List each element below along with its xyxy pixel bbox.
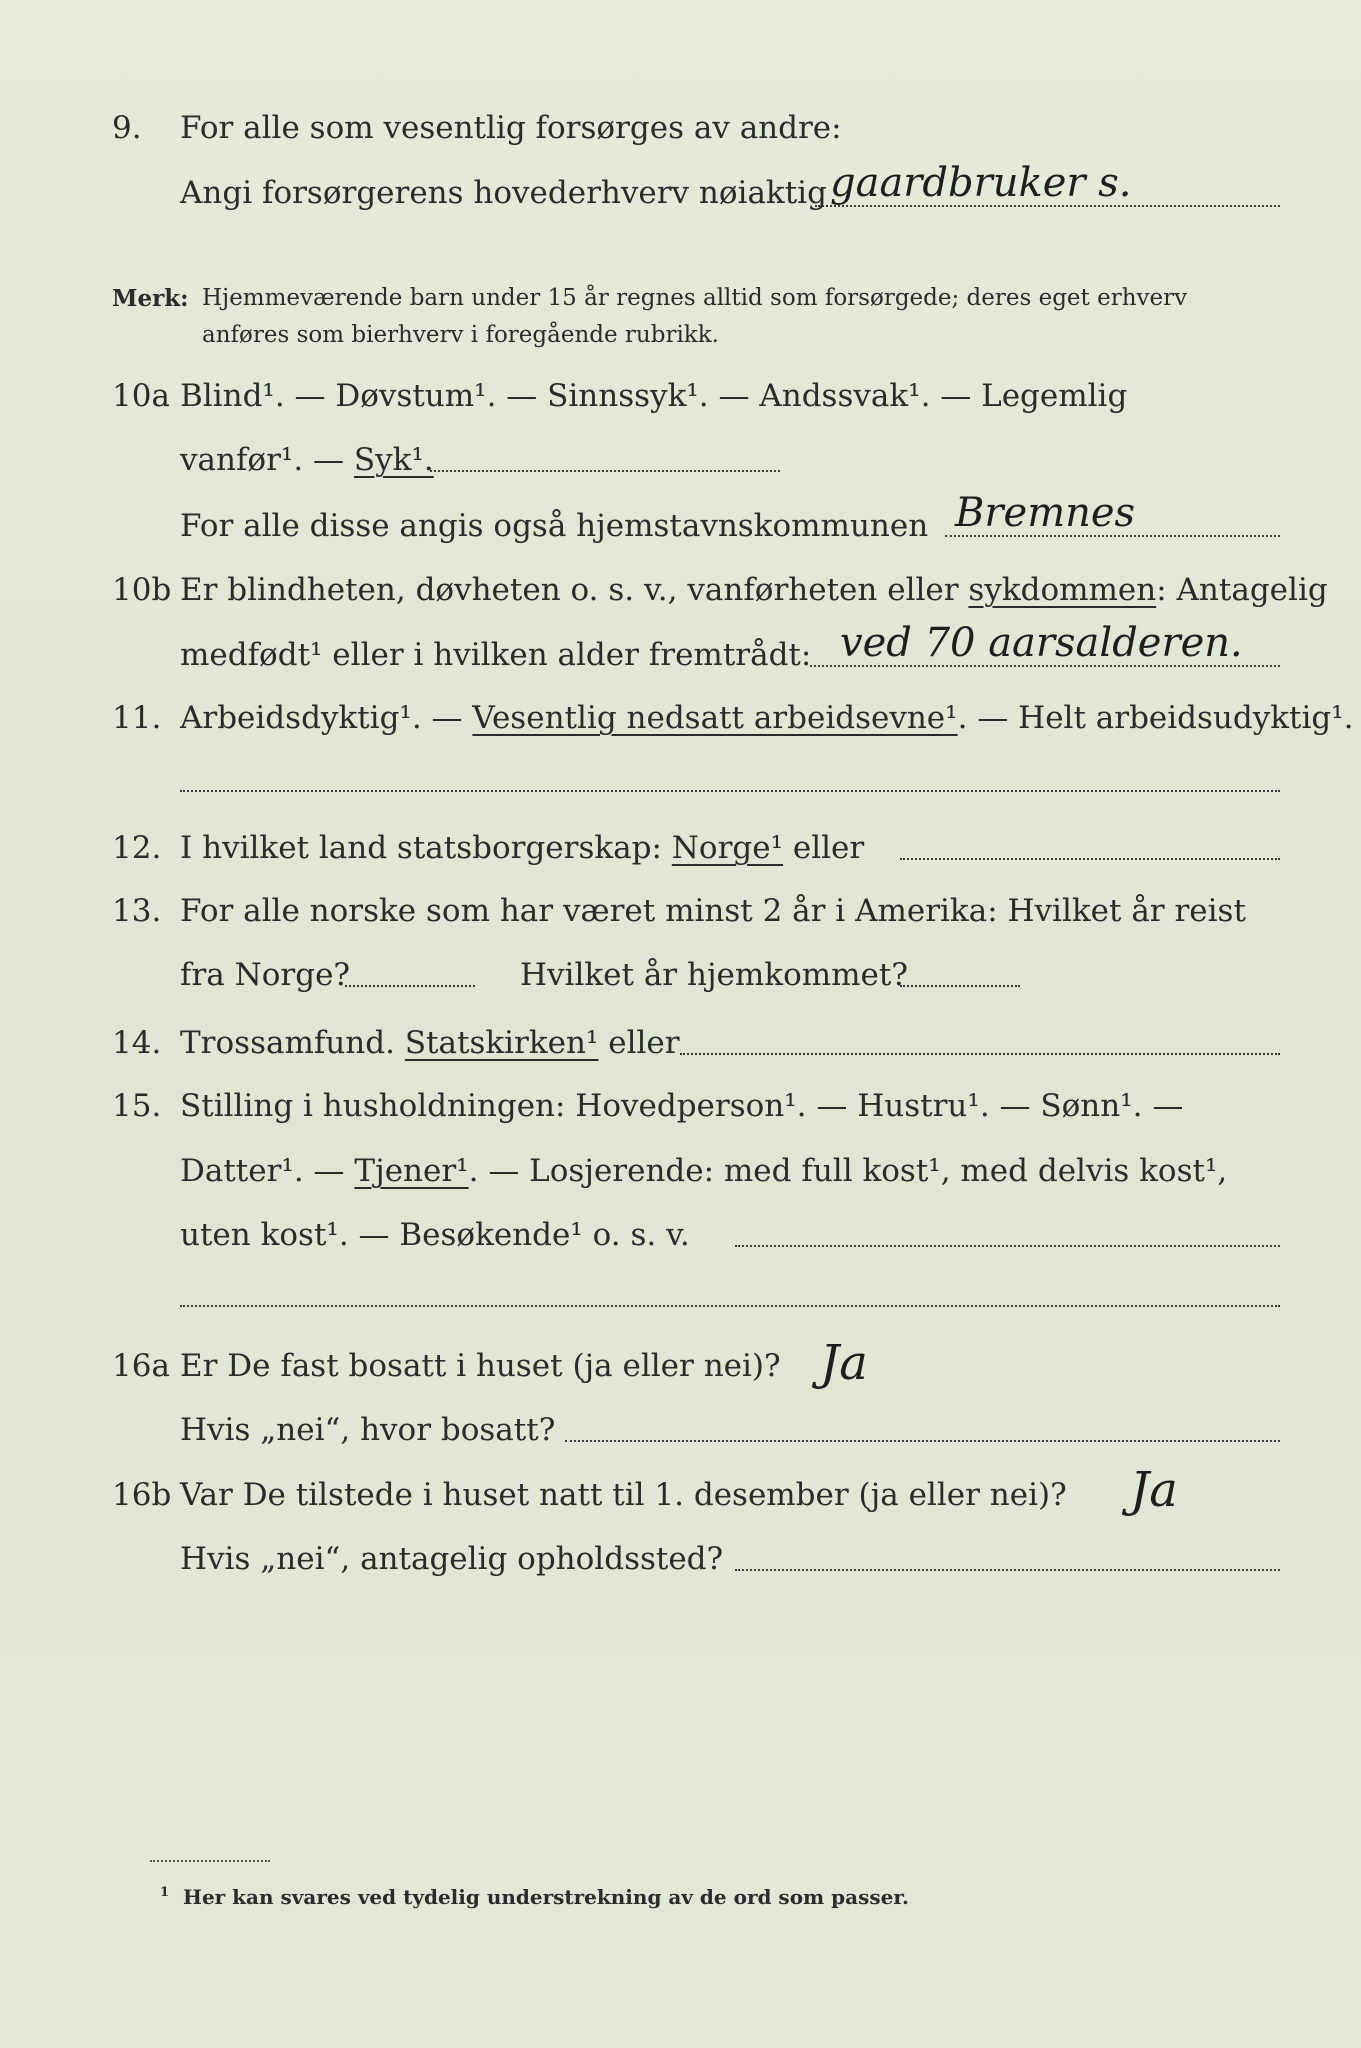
q10a-line1: Blind¹. — Døvstum¹. — Sinnssyk¹. — Andssvak¹. — Legemlig (180, 378, 1128, 414)
q10a-number: 10a (112, 378, 170, 414)
q15-line3: uten kost¹. — Besøkende¹ o. s. v. (180, 1217, 690, 1253)
q13-reist-line (345, 985, 475, 987)
q11-c: . — Helt arbeidsudyktig¹. (957, 700, 1354, 736)
q10a-syk-line (430, 470, 780, 472)
q10a-line2 (180, 442, 434, 478)
q16b-handwritten-answer: Ja (1130, 1462, 1178, 1518)
q15-answer-line (735, 1245, 1280, 1247)
q16b-line1: Var De tilstede i huset natt til 1. desember (ja eller nei)? (180, 1477, 1067, 1513)
q10a-syk-underlined: Syk¹. (353, 442, 434, 478)
q16a-number: 16a (112, 1348, 170, 1384)
q15-line2-a: Datter¹. — (180, 1153, 355, 1189)
q11-underlined: Vesentlig nedsatt arbeidsevne¹ (472, 700, 958, 736)
footnote-mark: 1 (160, 1885, 170, 1901)
q11-blank-line (180, 790, 1280, 792)
q14-a: Trossamfund. (180, 1025, 405, 1061)
q12-c: eller (783, 830, 865, 866)
q16a-handwritten-answer: Ja (820, 1335, 868, 1391)
q12-norge-underlined: Norge¹ (671, 830, 784, 866)
q15-line2 (180, 1153, 1227, 1189)
q13-line1: For alle norske som har været minst 2 år i Amerika: Hvilket år reist (180, 893, 1246, 929)
q16a-line2: Hvis „nei“, hvor bosatt? (180, 1412, 556, 1448)
q15-blank-line (180, 1305, 1280, 1307)
q9-number: 9. (112, 110, 142, 146)
q10b-line1-a: Er blindheten, døvheten o. s. v., vanførheten eller (180, 572, 969, 608)
q16a-answer-line (565, 1440, 1280, 1442)
q14-statskirken-underlined: Statskirken¹ (404, 1025, 599, 1061)
merk-line2: anføres som bierhverv i foregående rubrikk. (202, 322, 719, 348)
q12-answer-line (900, 858, 1280, 860)
q11-line (180, 700, 1354, 736)
q10b-handwritten-answer: ved 70 aarsalderen. (840, 620, 1243, 666)
q10b-sykdommen-underlined: sykdommen (968, 572, 1157, 608)
q10a-line3: For alle disse angis også hjemstavnskommunen (180, 508, 929, 544)
q10a-line2-text: vanfør¹. — (180, 442, 354, 478)
q14-answer-line (680, 1053, 1280, 1055)
q12-line (180, 830, 864, 866)
q16a-line1: Er De fast bosatt i huset (ja eller nei)? (180, 1348, 781, 1384)
q10b-line1-c: : Antagelig (1156, 572, 1328, 608)
footnote-text: Her kan svares ved tydelig understrekning av de ord som passer. (183, 1885, 910, 1909)
q16b-number: 16b (112, 1477, 172, 1513)
q13-line2-b: Hvilket år hjemkommet? (520, 957, 908, 993)
q11-a: Arbeidsdyktig¹. — (180, 700, 473, 736)
q14-number: 14. (112, 1025, 162, 1061)
q14-c: eller (598, 1025, 680, 1061)
q15-tjener-underlined: Tjener¹ (354, 1153, 469, 1189)
q9-line2: Angi forsørgerens hovederhverv nøiaktig (180, 175, 827, 211)
q9-handwritten-answer: gaardbruker s. (830, 160, 1132, 206)
q10b-number: 10b (112, 572, 172, 608)
q12-number: 12. (112, 830, 162, 866)
q15-line1: Stilling i husholdningen: Hovedperson¹. — Hustru¹. — Sønn¹. — (180, 1088, 1184, 1124)
q12-a: I hvilket land statsborgerskap: (180, 830, 672, 866)
q13-line2-a: fra Norge? (180, 957, 351, 993)
q16b-answer-line (735, 1569, 1280, 1571)
q9-line1: For alle som vesentlig forsørges av andre: (180, 110, 842, 146)
q10b-line2: medfødt¹ eller i hvilken alder fremtrådt: (180, 637, 812, 673)
q15-number: 15. (112, 1088, 162, 1124)
footnote-rule (150, 1860, 270, 1862)
q11-number: 11. (112, 700, 162, 736)
merk-line1: Hjemmeværende barn under 15 år regnes alltid som forsørgede; deres eget erhverv (202, 285, 1188, 311)
q16b-line2: Hvis „nei“, antagelig opholdssted? (180, 1541, 724, 1577)
merk-label: Merk: (112, 285, 189, 312)
q10b-line1 (180, 572, 1328, 608)
q14-line (180, 1025, 680, 1061)
footnote (160, 1885, 909, 1909)
q13-hjemkommet-line (900, 985, 1020, 987)
q15-line2-c: . — Losjerende: med full kost¹, med delvis kost¹, (468, 1153, 1228, 1189)
q13-number: 13. (112, 893, 162, 929)
q10a-handwritten-answer: Bremnes (955, 490, 1136, 536)
